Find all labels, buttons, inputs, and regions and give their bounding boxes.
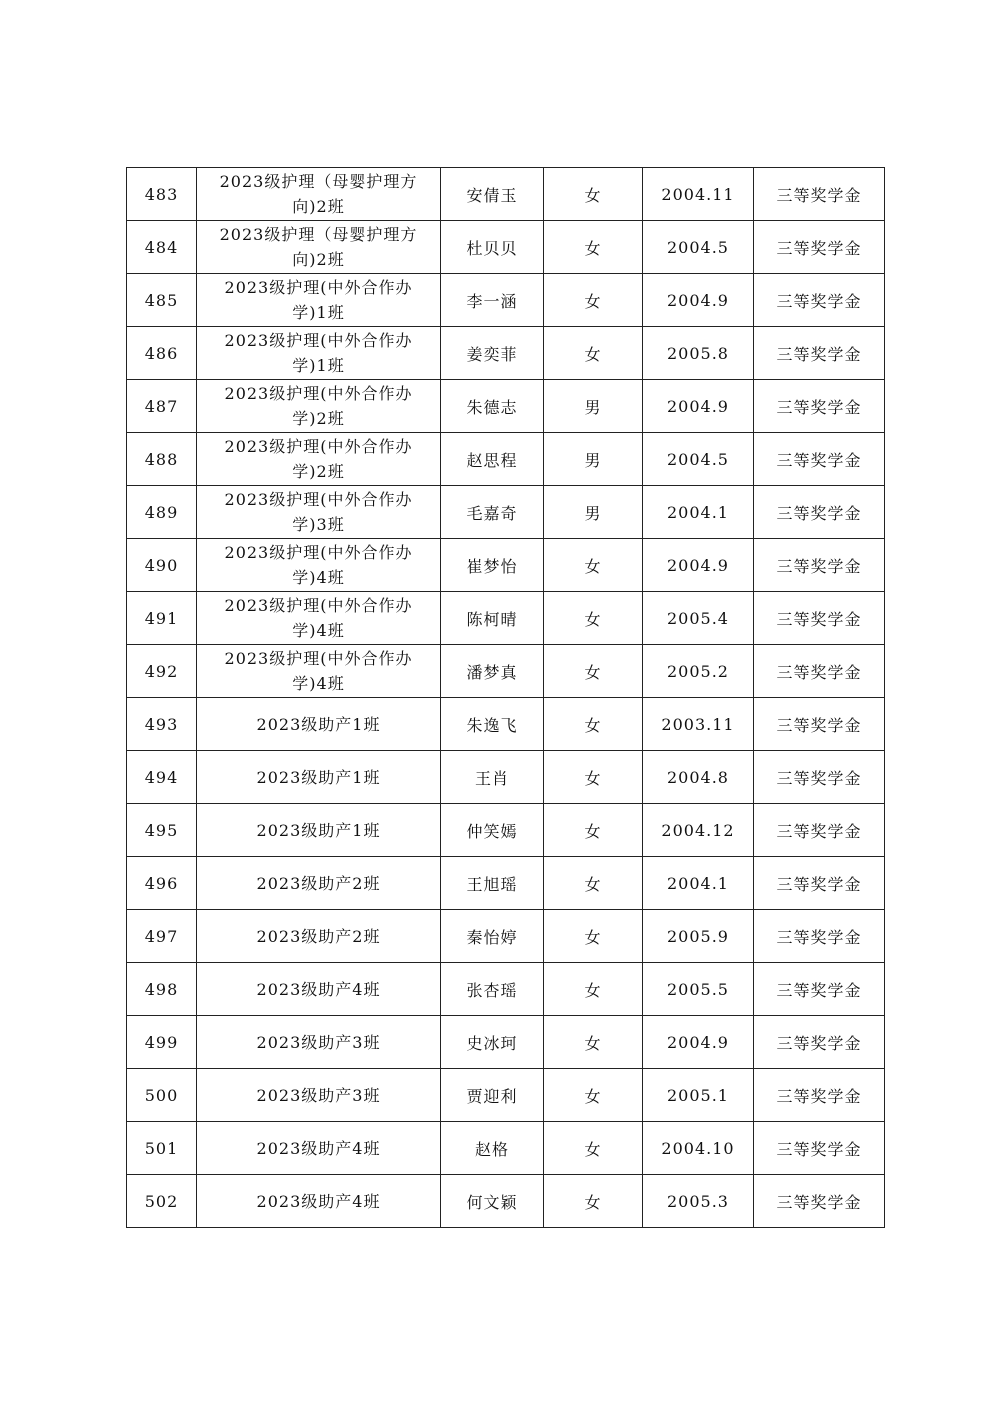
row-number-cell bbox=[127, 645, 197, 698]
birth-date: 2003.11 bbox=[661, 714, 735, 734]
award-level-cell bbox=[754, 539, 885, 592]
award-level-cell bbox=[754, 592, 885, 645]
birth-date: 2004.10 bbox=[661, 1138, 735, 1158]
student-name: 仲笑嫣 bbox=[466, 821, 518, 841]
award-level: 三等奖学金 bbox=[776, 1139, 862, 1159]
award-level-cell bbox=[754, 910, 885, 963]
gender: 女 bbox=[584, 821, 602, 841]
class-name: 2023级助产1班 bbox=[256, 714, 381, 734]
birth-date: 2004.11 bbox=[661, 184, 735, 204]
table-body bbox=[127, 168, 885, 1228]
row-number: 501 bbox=[144, 1138, 179, 1158]
row-number: 489 bbox=[144, 502, 179, 522]
class-name: 2023级护理(中外合作办学)1班 bbox=[224, 331, 413, 375]
birth-date-cell bbox=[643, 1069, 754, 1122]
award-level-cell bbox=[754, 963, 885, 1016]
gender: 女 bbox=[584, 874, 602, 894]
birth-date-cell bbox=[643, 645, 754, 698]
birth-date: 2005.5 bbox=[667, 979, 729, 999]
class-name-cell bbox=[197, 168, 441, 221]
class-name-cell bbox=[197, 963, 441, 1016]
gender: 女 bbox=[584, 344, 602, 364]
class-name-cell bbox=[197, 433, 441, 486]
row-number-cell bbox=[127, 274, 197, 327]
gender-cell bbox=[544, 963, 643, 1016]
row-number-cell bbox=[127, 1122, 197, 1175]
table-row bbox=[127, 1016, 885, 1069]
gender-cell bbox=[544, 1122, 643, 1175]
student-name-cell bbox=[441, 751, 544, 804]
award-level: 三等奖学金 bbox=[776, 980, 862, 1000]
gender: 男 bbox=[584, 450, 602, 470]
class-name-cell bbox=[197, 221, 441, 274]
gender: 女 bbox=[584, 1192, 602, 1212]
row-number-cell bbox=[127, 804, 197, 857]
gender-cell bbox=[544, 486, 643, 539]
class-name-cell bbox=[197, 1122, 441, 1175]
class-name: 2023级护理(中外合作办学)2班 bbox=[224, 437, 413, 481]
row-number-cell bbox=[127, 857, 197, 910]
student-name: 赵思程 bbox=[466, 450, 518, 470]
table-row bbox=[127, 1069, 885, 1122]
award-level-cell bbox=[754, 698, 885, 751]
student-name: 贾迎利 bbox=[466, 1086, 518, 1106]
row-number: 497 bbox=[144, 926, 179, 946]
gender-cell bbox=[544, 645, 643, 698]
class-name-cell bbox=[197, 910, 441, 963]
gender-cell bbox=[544, 327, 643, 380]
award-level: 三等奖学金 bbox=[776, 874, 862, 894]
award-level-cell bbox=[754, 804, 885, 857]
class-name-cell bbox=[197, 1016, 441, 1069]
birth-date-cell bbox=[643, 804, 754, 857]
birth-date-cell bbox=[643, 539, 754, 592]
award-level: 三等奖学金 bbox=[776, 503, 862, 523]
table-row bbox=[127, 221, 885, 274]
row-number: 494 bbox=[144, 767, 179, 787]
row-number-cell bbox=[127, 1016, 197, 1069]
gender: 女 bbox=[584, 1139, 602, 1159]
class-name: 2023级护理（母婴护理方向)2班 bbox=[219, 172, 418, 216]
row-number-cell bbox=[127, 168, 197, 221]
award-level: 三等奖学金 bbox=[776, 768, 862, 788]
award-level: 三等奖学金 bbox=[776, 609, 862, 629]
award-level-cell bbox=[754, 168, 885, 221]
class-name: 2023级护理(中外合作办学)2班 bbox=[224, 384, 413, 428]
birth-date-cell bbox=[643, 486, 754, 539]
row-number: 500 bbox=[144, 1085, 179, 1105]
class-name-cell bbox=[197, 645, 441, 698]
table-row bbox=[127, 1175, 885, 1228]
student-name: 赵格 bbox=[474, 1139, 509, 1159]
row-number: 498 bbox=[144, 979, 179, 999]
class-name-cell bbox=[197, 274, 441, 327]
student-name: 秦怡婷 bbox=[466, 927, 518, 947]
student-name-cell bbox=[441, 1122, 544, 1175]
student-name: 朱逸飞 bbox=[466, 715, 518, 735]
table-row bbox=[127, 698, 885, 751]
row-number-cell bbox=[127, 910, 197, 963]
student-name-cell bbox=[441, 1016, 544, 1069]
row-number: 492 bbox=[144, 661, 179, 681]
award-level-cell bbox=[754, 327, 885, 380]
award-level-cell bbox=[754, 221, 885, 274]
birth-date: 2005.1 bbox=[667, 1085, 729, 1105]
award-level: 三等奖学金 bbox=[776, 238, 862, 258]
award-level: 三等奖学金 bbox=[776, 344, 862, 364]
award-level: 三等奖学金 bbox=[776, 291, 862, 311]
birth-date: 2004.12 bbox=[661, 820, 735, 840]
student-name-cell bbox=[441, 380, 544, 433]
row-number-cell bbox=[127, 327, 197, 380]
class-name: 2023级护理(中外合作办学)3班 bbox=[224, 490, 413, 534]
class-name: 2023级助产1班 bbox=[256, 767, 381, 787]
birth-date: 2004.9 bbox=[667, 396, 729, 416]
class-name: 2023级护理(中外合作办学)4班 bbox=[224, 649, 413, 693]
row-number: 485 bbox=[144, 290, 179, 310]
birth-date: 2005.4 bbox=[667, 608, 729, 628]
birth-date: 2004.9 bbox=[667, 290, 729, 310]
birth-date: 2005.2 bbox=[667, 661, 729, 681]
award-level: 三等奖学金 bbox=[776, 662, 862, 682]
student-name: 潘梦真 bbox=[466, 662, 518, 682]
student-name-cell bbox=[441, 539, 544, 592]
student-name: 姜奕菲 bbox=[466, 344, 518, 364]
birth-date-cell bbox=[643, 698, 754, 751]
gender: 男 bbox=[584, 503, 602, 523]
row-number-cell bbox=[127, 539, 197, 592]
birth-date-cell bbox=[643, 1175, 754, 1228]
award-level-cell bbox=[754, 857, 885, 910]
table-row bbox=[127, 539, 885, 592]
row-number: 484 bbox=[144, 237, 179, 257]
gender: 女 bbox=[584, 768, 602, 788]
row-number: 495 bbox=[144, 820, 179, 840]
scholarship-table bbox=[126, 167, 885, 1228]
student-name: 陈柯晴 bbox=[466, 609, 518, 629]
student-name: 毛嘉奇 bbox=[466, 503, 518, 523]
table-row bbox=[127, 1122, 885, 1175]
table-row bbox=[127, 645, 885, 698]
gender-cell bbox=[544, 380, 643, 433]
birth-date: 2004.8 bbox=[667, 767, 729, 787]
birth-date-cell bbox=[643, 433, 754, 486]
class-name-cell bbox=[197, 327, 441, 380]
row-number-cell bbox=[127, 221, 197, 274]
birth-date: 2004.5 bbox=[667, 237, 729, 257]
award-level-cell bbox=[754, 486, 885, 539]
class-name-cell bbox=[197, 804, 441, 857]
table-row bbox=[127, 433, 885, 486]
table-row bbox=[127, 910, 885, 963]
student-name-cell bbox=[441, 910, 544, 963]
student-name-cell bbox=[441, 857, 544, 910]
student-name: 崔梦怡 bbox=[466, 556, 518, 576]
class-name-cell bbox=[197, 751, 441, 804]
student-name: 李一涵 bbox=[466, 291, 518, 311]
gender-cell bbox=[544, 221, 643, 274]
table-row bbox=[127, 804, 885, 857]
award-level: 三等奖学金 bbox=[776, 927, 862, 947]
row-number-cell bbox=[127, 486, 197, 539]
row-number: 491 bbox=[144, 608, 179, 628]
row-number: 496 bbox=[144, 873, 179, 893]
gender: 女 bbox=[584, 556, 602, 576]
birth-date: 2005.3 bbox=[667, 1191, 729, 1211]
birth-date-cell bbox=[643, 751, 754, 804]
award-level: 三等奖学金 bbox=[776, 556, 862, 576]
row-number: 502 bbox=[144, 1191, 179, 1211]
gender-cell bbox=[544, 274, 643, 327]
gender-cell bbox=[544, 751, 643, 804]
birth-date-cell bbox=[643, 857, 754, 910]
row-number-cell bbox=[127, 1069, 197, 1122]
class-name: 2023级助产1班 bbox=[256, 820, 381, 840]
award-level: 三等奖学金 bbox=[776, 450, 862, 470]
student-name-cell bbox=[441, 486, 544, 539]
row-number-cell bbox=[127, 698, 197, 751]
birth-date-cell bbox=[643, 1122, 754, 1175]
student-name-cell bbox=[441, 1175, 544, 1228]
gender-cell bbox=[544, 1016, 643, 1069]
gender: 女 bbox=[584, 980, 602, 1000]
student-name-cell bbox=[441, 645, 544, 698]
student-name-cell bbox=[441, 1069, 544, 1122]
student-name-cell bbox=[441, 433, 544, 486]
student-name: 何文颖 bbox=[466, 1192, 518, 1212]
gender: 男 bbox=[584, 397, 602, 417]
row-number: 493 bbox=[144, 714, 179, 734]
birth-date-cell bbox=[643, 910, 754, 963]
birth-date-cell bbox=[643, 963, 754, 1016]
birth-date-cell bbox=[643, 592, 754, 645]
award-level: 三等奖学金 bbox=[776, 821, 862, 841]
birth-date: 2005.9 bbox=[667, 926, 729, 946]
gender-cell bbox=[544, 857, 643, 910]
class-name: 2023级护理（母婴护理方向)2班 bbox=[219, 225, 418, 269]
gender-cell bbox=[544, 1069, 643, 1122]
birth-date: 2004.9 bbox=[667, 555, 729, 575]
award-level: 三等奖学金 bbox=[776, 1033, 862, 1053]
gender-cell bbox=[544, 539, 643, 592]
award-level: 三等奖学金 bbox=[776, 397, 862, 417]
table-row bbox=[127, 327, 885, 380]
class-name: 2023级助产4班 bbox=[256, 1138, 381, 1158]
row-number: 488 bbox=[144, 449, 179, 469]
row-number: 483 bbox=[144, 184, 179, 204]
birth-date: 2005.8 bbox=[667, 343, 729, 363]
gender-cell bbox=[544, 698, 643, 751]
gender-cell bbox=[544, 168, 643, 221]
table-row bbox=[127, 168, 885, 221]
row-number-cell bbox=[127, 1175, 197, 1228]
award-level-cell bbox=[754, 1175, 885, 1228]
gender: 女 bbox=[584, 1033, 602, 1053]
table-row bbox=[127, 274, 885, 327]
birth-date-cell bbox=[643, 327, 754, 380]
class-name: 2023级助产4班 bbox=[256, 979, 381, 999]
student-name-cell bbox=[441, 327, 544, 380]
class-name-cell bbox=[197, 592, 441, 645]
award-level: 三等奖学金 bbox=[776, 1192, 862, 1212]
gender: 女 bbox=[584, 185, 602, 205]
student-name-cell bbox=[441, 274, 544, 327]
table-row bbox=[127, 751, 885, 804]
class-name: 2023级护理(中外合作办学)1班 bbox=[224, 278, 413, 322]
class-name-cell bbox=[197, 1175, 441, 1228]
student-name-cell bbox=[441, 592, 544, 645]
row-number-cell bbox=[127, 433, 197, 486]
award-level: 三等奖学金 bbox=[776, 185, 862, 205]
student-name: 王旭瑶 bbox=[466, 874, 518, 894]
class-name: 2023级助产4班 bbox=[256, 1191, 381, 1211]
birth-date: 2004.5 bbox=[667, 449, 729, 469]
student-name: 史冰珂 bbox=[466, 1033, 518, 1053]
birth-date: 2004.1 bbox=[667, 873, 729, 893]
class-name-cell bbox=[197, 380, 441, 433]
student-name: 杜贝贝 bbox=[466, 238, 518, 258]
gender: 女 bbox=[584, 238, 602, 258]
class-name: 2023级助产3班 bbox=[256, 1032, 381, 1052]
class-name-cell bbox=[197, 486, 441, 539]
class-name: 2023级护理(中外合作办学)4班 bbox=[224, 543, 413, 587]
gender-cell bbox=[544, 433, 643, 486]
student-name: 张杏瑶 bbox=[466, 980, 518, 1000]
table-row bbox=[127, 380, 885, 433]
award-level-cell bbox=[754, 1069, 885, 1122]
award-level: 三等奖学金 bbox=[776, 1086, 862, 1106]
award-level-cell bbox=[754, 433, 885, 486]
table-row bbox=[127, 592, 885, 645]
birth-date-cell bbox=[643, 380, 754, 433]
gender: 女 bbox=[584, 715, 602, 735]
student-name-cell bbox=[441, 963, 544, 1016]
gender-cell bbox=[544, 804, 643, 857]
award-level-cell bbox=[754, 274, 885, 327]
gender: 女 bbox=[584, 662, 602, 682]
row-number: 487 bbox=[144, 396, 179, 416]
award-level-cell bbox=[754, 380, 885, 433]
table-row bbox=[127, 857, 885, 910]
class-name-cell bbox=[197, 539, 441, 592]
table-row bbox=[127, 963, 885, 1016]
award-level-cell bbox=[754, 645, 885, 698]
student-name: 王肖 bbox=[474, 768, 509, 788]
row-number-cell bbox=[127, 592, 197, 645]
class-name-cell bbox=[197, 1069, 441, 1122]
birth-date-cell bbox=[643, 274, 754, 327]
student-name-cell bbox=[441, 698, 544, 751]
student-name: 朱德志 bbox=[466, 397, 518, 417]
row-number: 486 bbox=[144, 343, 179, 363]
award-level-cell bbox=[754, 751, 885, 804]
birth-date-cell bbox=[643, 221, 754, 274]
student-name-cell bbox=[441, 221, 544, 274]
class-name: 2023级护理(中外合作办学)4班 bbox=[224, 596, 413, 640]
student-name: 安倩玉 bbox=[466, 185, 518, 205]
gender: 女 bbox=[584, 927, 602, 947]
row-number: 499 bbox=[144, 1032, 179, 1052]
class-name-cell bbox=[197, 857, 441, 910]
gender: 女 bbox=[584, 291, 602, 311]
birth-date-cell bbox=[643, 168, 754, 221]
row-number: 490 bbox=[144, 555, 179, 575]
birth-date: 2004.9 bbox=[667, 1032, 729, 1052]
award-level-cell bbox=[754, 1122, 885, 1175]
student-name-cell bbox=[441, 168, 544, 221]
award-level-cell bbox=[754, 1016, 885, 1069]
gender: 女 bbox=[584, 1086, 602, 1106]
row-number-cell bbox=[127, 751, 197, 804]
birth-date-cell bbox=[643, 1016, 754, 1069]
table-row bbox=[127, 486, 885, 539]
class-name-cell bbox=[197, 698, 441, 751]
gender-cell bbox=[544, 592, 643, 645]
gender: 女 bbox=[584, 609, 602, 629]
birth-date: 2004.1 bbox=[667, 502, 729, 522]
class-name: 2023级助产2班 bbox=[256, 926, 381, 946]
row-number-cell bbox=[127, 963, 197, 1016]
row-number-cell bbox=[127, 380, 197, 433]
student-name-cell bbox=[441, 804, 544, 857]
gender-cell bbox=[544, 910, 643, 963]
class-name: 2023级助产2班 bbox=[256, 873, 381, 893]
class-name: 2023级助产3班 bbox=[256, 1085, 381, 1105]
award-level: 三等奖学金 bbox=[776, 715, 862, 735]
gender-cell bbox=[544, 1175, 643, 1228]
